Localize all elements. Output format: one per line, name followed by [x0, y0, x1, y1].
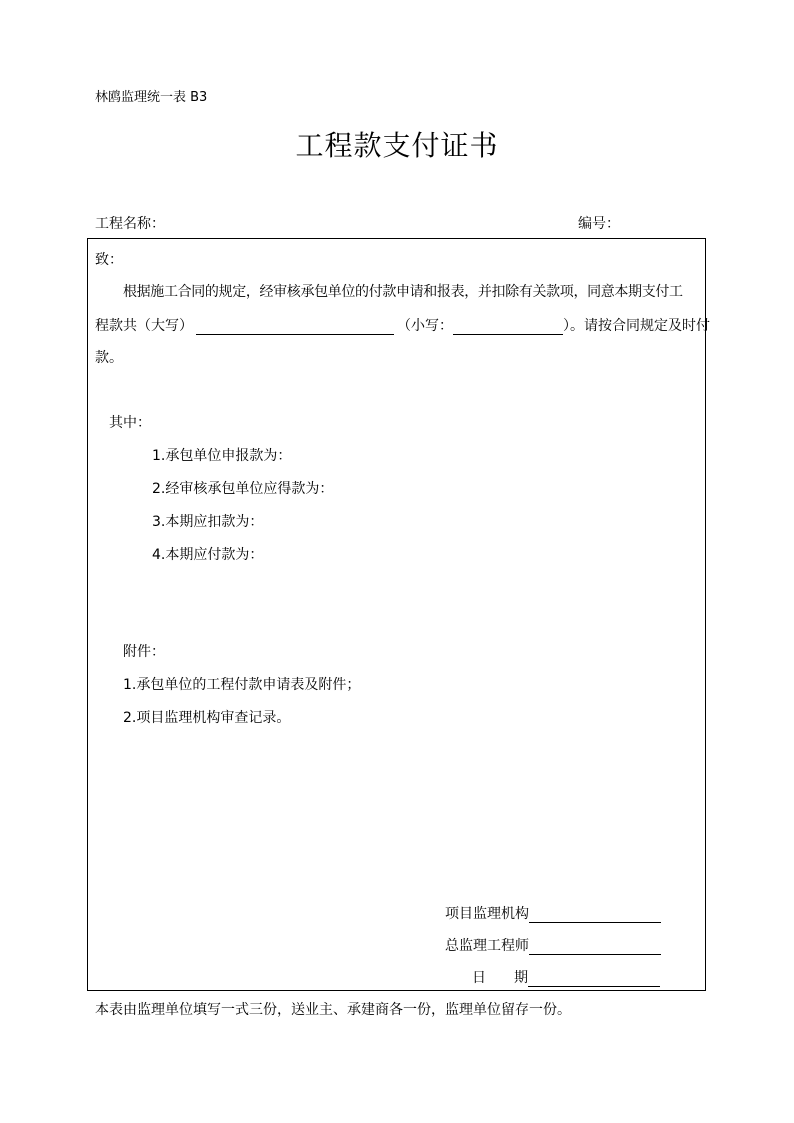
certificate-box	[87, 238, 710, 991]
date-blank[interactable]	[528, 972, 660, 987]
attachment-item-2: 2.项目监理机构审查记录。	[123, 710, 291, 726]
amount-figures-blank[interactable]	[453, 320, 563, 335]
paragraph-line-3: 款。	[95, 350, 123, 366]
serial-number-label: 编号：	[578, 216, 620, 232]
chief-engineer-blank[interactable]	[529, 940, 661, 955]
paragraph-line-2	[95, 315, 710, 335]
signature-engineer-row	[445, 935, 661, 955]
of-which-label: 其中：	[109, 415, 151, 431]
project-name-label: 工程名称：	[95, 216, 165, 232]
attachments-label: 附件：	[123, 644, 165, 660]
to-label: 致：	[95, 252, 123, 268]
date-label: 日 期	[472, 970, 528, 986]
footer-note: 本表由监理单位填写一式三份，送业主、承建商各一份，监理单位留存一份。	[95, 1002, 571, 1018]
signature-date-row	[472, 967, 660, 987]
pay-instruction-text: ）。请按合同规定及时付	[563, 318, 710, 334]
chief-engineer-label: 总监理工程师	[445, 938, 529, 954]
supervision-org-label: 项目监理机构	[445, 906, 529, 922]
item-approved-amount: 2.经审核承包单位应得款为：	[152, 481, 334, 497]
paragraph-line-1: 根据施工合同的规定，经审核承包单位的付款申请和报表，并扣除有关款项，同意本期支付工	[123, 284, 683, 300]
amount-words-label: 程款共（大写）	[95, 318, 193, 334]
item-deduction-amount: 3.本期应扣款为：	[152, 514, 264, 530]
form-code: 林鸥监理统一表 B3	[95, 90, 208, 105]
item-declared-amount: 1.承包单位申报款为：	[152, 448, 292, 464]
amount-words-blank[interactable]	[196, 320, 394, 335]
supervision-org-blank[interactable]	[529, 908, 661, 923]
attachment-item-1: 1.承包单位的工程付款申请表及附件；	[123, 677, 361, 693]
item-payable-amount: 4.本期应付款为：	[152, 547, 264, 563]
amount-figures-label: （小写：	[397, 318, 453, 334]
signature-org-row	[445, 903, 661, 923]
document-title: 工程款支付证书	[295, 129, 499, 162]
